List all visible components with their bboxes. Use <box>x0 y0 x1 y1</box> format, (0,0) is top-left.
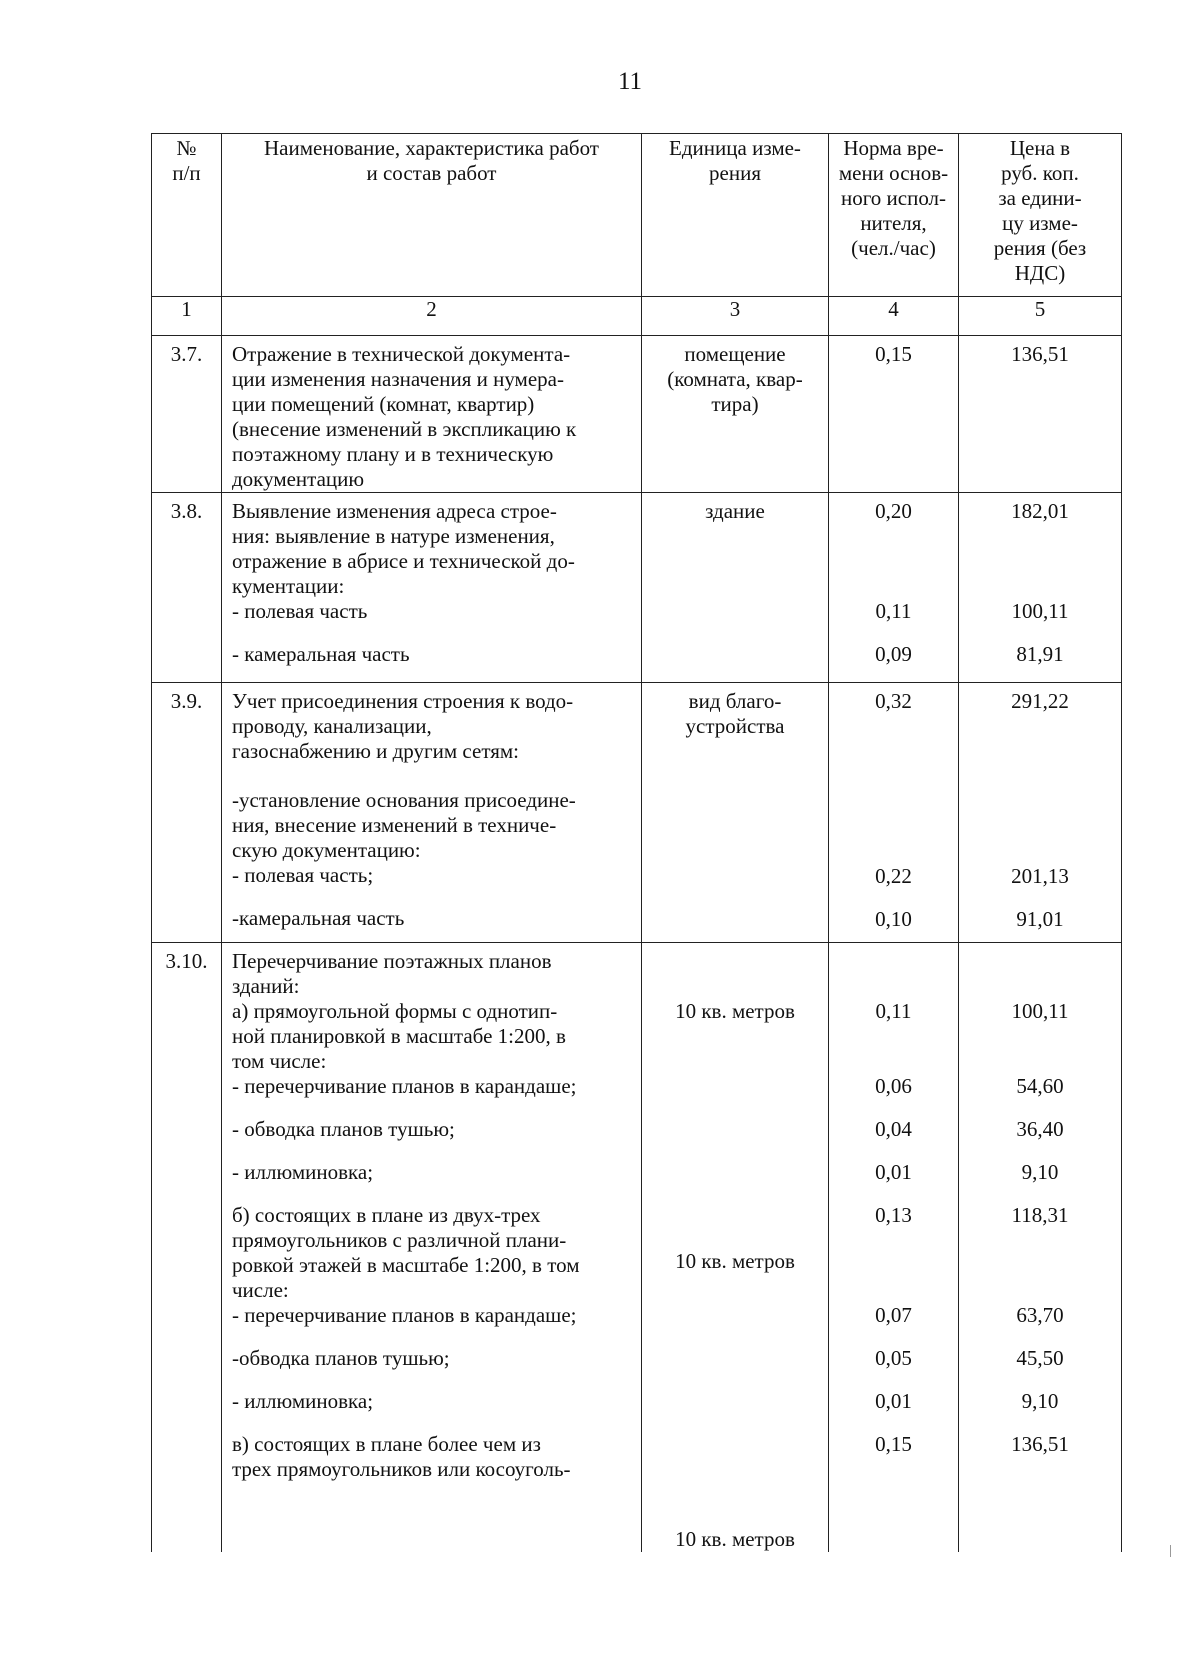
row-number: 3.7. <box>152 336 222 493</box>
time-norm: 0,20 0,11 0,09 <box>829 493 959 683</box>
table-row <box>152 683 1122 943</box>
column-number: 5 <box>959 297 1122 336</box>
table-row <box>152 336 1122 493</box>
row-number: 3.9. <box>152 683 222 943</box>
column-number: 4 <box>829 297 959 336</box>
header-norm: Норма вре- мени основ- ного испол- нителя, (чел./час) <box>829 134 959 297</box>
price: 291,22 201,13 91,01 <box>959 683 1122 943</box>
work-description: Учет присоединения строения к водо- проводу, канализации, газоснабжению и другим сетям: -установление основания присоедине- ния, внесение изменений в техниче- скую документацию: - полевая часть; -камеральная часть <box>222 683 642 943</box>
table-header-row <box>152 134 1122 297</box>
row-number: 3.8. <box>152 493 222 683</box>
scan-mark <box>1170 1545 1171 1557</box>
header-name: Наименование, характеристика работ и состав работ <box>222 134 642 297</box>
table-row <box>152 943 1122 1553</box>
norms-table <box>151 133 1122 1552</box>
unit: вид благо- устройства <box>642 683 829 943</box>
unit: помещение (комната, квар- тира) <box>642 336 829 493</box>
price: 100,11 54,60 36,40 9,10 118,31 63,70 45,50 9,10 136,51 <box>959 943 1122 1553</box>
time-norm: 0,32 0,22 0,10 <box>829 683 959 943</box>
column-number: 2 <box>222 297 642 336</box>
unit: 10 кв. метров 10 кв. метров 10 кв. метров <box>642 943 829 1553</box>
price: 136,51 <box>959 336 1122 493</box>
work-description: Перечерчивание поэтажных планов зданий: а) прямоугольной формы с однотип- ной планировкой в масштабе 1:200, в том числе: - перечерчивание планов в карандаше; - обводка планов тушью; - иллюминовка; б) состоящих в плане из двух-трех прямоугольников с различной плани- ровкой этажей в масштабе 1:200, в том числе: - перечерчивание планов в карандаше; -обводка планов тушью; - иллюминовка; в) состоящих в плане более чем из трех прямоугольников или косоуголь- <box>222 943 642 1553</box>
table-row <box>152 493 1122 683</box>
time-norm: 0,15 <box>829 336 959 493</box>
header-unit: Единица изме- рения <box>642 134 829 297</box>
row-number: 3.10. <box>152 943 222 1553</box>
page-number: 11 <box>617 68 643 95</box>
header-number: № п/п <box>152 134 222 297</box>
column-number: 1 <box>152 297 222 336</box>
time-norm: 0,11 0,06 0,04 0,01 0,13 0,07 0,05 0,01 0,15 <box>829 943 959 1553</box>
price: 182,01 100,11 81,91 <box>959 493 1122 683</box>
work-description: Отражение в технической документа- ции изменения назначения и нумера- ции помещений (комнат, квартир) (внесение изменений в экспликацию к поэтажному плану и в техническую документацию <box>222 336 642 493</box>
column-number-row <box>152 297 1122 336</box>
header-price: Цена в руб. коп. за едини- цу изме- рения (без НДС) <box>959 134 1122 297</box>
work-description: Выявление изменения адреса строе- ния: выявление в натуре изменения, отражение в абрисе и технической до- кументации: - полевая часть - камеральная часть <box>222 493 642 683</box>
column-number: 3 <box>642 297 829 336</box>
unit: здание <box>642 493 829 683</box>
